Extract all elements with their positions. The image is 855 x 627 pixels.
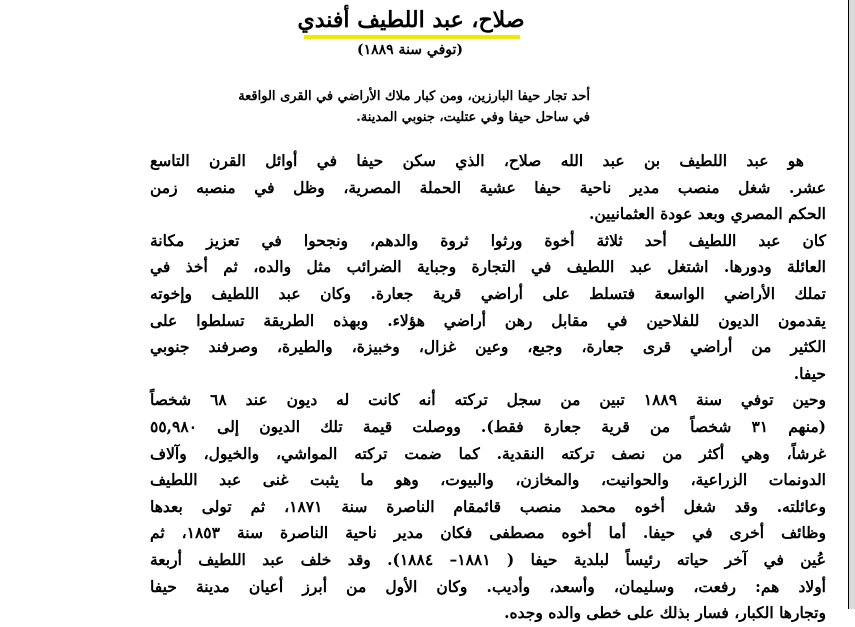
- body-line: وعائلته. وقد شغل أخوه محمد منصب قائمقام الناصرة سنة ١٨٧١، ثم تولى بعدها: [150, 496, 826, 516]
- body-line: حيفا.: [793, 363, 826, 383]
- body-line: أولاد هم: رفعت، وسليمان، وأسعد، وأديب. وكان الأول من أبرز أعيان مدينة حيفا: [150, 576, 826, 596]
- window-scroll-edge: [849, 0, 855, 609]
- death-year-subtitle: (توفي سنة ١٨٨٩): [356, 42, 464, 58]
- body-line: هو عبد اللطيف بن عبد الله صلاح، الذي سكن حيفا في أوائل القرن التاسع: [150, 151, 804, 170]
- body-line: وظائف أخرى في حيفا. أما أخوه مصطفى فكان مدير ناحية الناصرة سنة ١٨٥٣، ثم: [150, 523, 826, 543]
- body-line: عشر. شغل منصب مدير ناحية حيفا عشية الحملة المصرية، وظل في منصبه زمن: [150, 177, 826, 197]
- body-line: يقدمون الديون للفلاحين في مقابل رهن أراضي هؤلاء. وبهذه الطريقة تسلطوا على: [150, 310, 826, 330]
- body-line: الكثير من أراضي قرى جعارة، وجبع، وعين غزال، وخبيزة، والطيرة، وصرفند جنوبي: [150, 337, 826, 357]
- body-line: وحين توفي سنة ١٨٨٩ تبين من سجل تركته أنه كانت له ديون عند ٦٨ شخصاً: [150, 390, 826, 410]
- biography-body: [150, 148, 826, 627]
- title-highlight-underline: [304, 35, 520, 39]
- body-line: عُين في آخر حياته رئيساً لبلدية حيفا ( ١٨٨١– ١٨٨٤). وقد خلف عبد اللطيف أربعة: [150, 549, 826, 569]
- body-line: كان عبد اللطيف أحد ثلاثة أخوة ورثوا ثروة والدهم، ونجحوا في تعزيز مكانة: [150, 230, 826, 250]
- summary-line: أحد تجار حيفا البارزين، ومن كبار ملاك الأراضي في القرى الواقعة: [238, 89, 590, 104]
- body-line: غرشاً، وهي أكثر من نصف تركته النقدية. كما ضمت تركته المواشي، والخيول، وآلاف: [150, 443, 826, 463]
- body-line: وتجارها الكبار، فسار بذلك على خطى والده وجده.: [504, 603, 826, 623]
- body-line: تملك الأراضي الواسعة فتسلط على أراضي قرية جعارة. وكان عبد اللطيف وإخوته: [150, 283, 826, 303]
- page-title: صلاح، عبد اللطيف أفندي: [297, 7, 525, 33]
- body-line: العائلة ودورها. اشتغل عبد اللطيف في التجارة وجباية الضرائب مثل والده، ثم أخذ في: [150, 257, 826, 277]
- summary-line: في ساحل حيفا وفي عتليت، جنوبي المدينة.: [356, 110, 590, 125]
- body-line: (منهم ٣١ شخصاً من قرية جعارة فقط). ووصلت قيمة تلك الديون إلى ٥٥,٩٨٠: [150, 416, 827, 436]
- body-line: الدونمات الزراعية، والحوانيت، والمخازن، والبيوت، وهو ما يثبت غنى عبد اللطيف: [150, 470, 826, 490]
- summary-block: [238, 86, 590, 128]
- body-line: الحكم المصري وبعد عودة العثمانيين.: [588, 204, 826, 224]
